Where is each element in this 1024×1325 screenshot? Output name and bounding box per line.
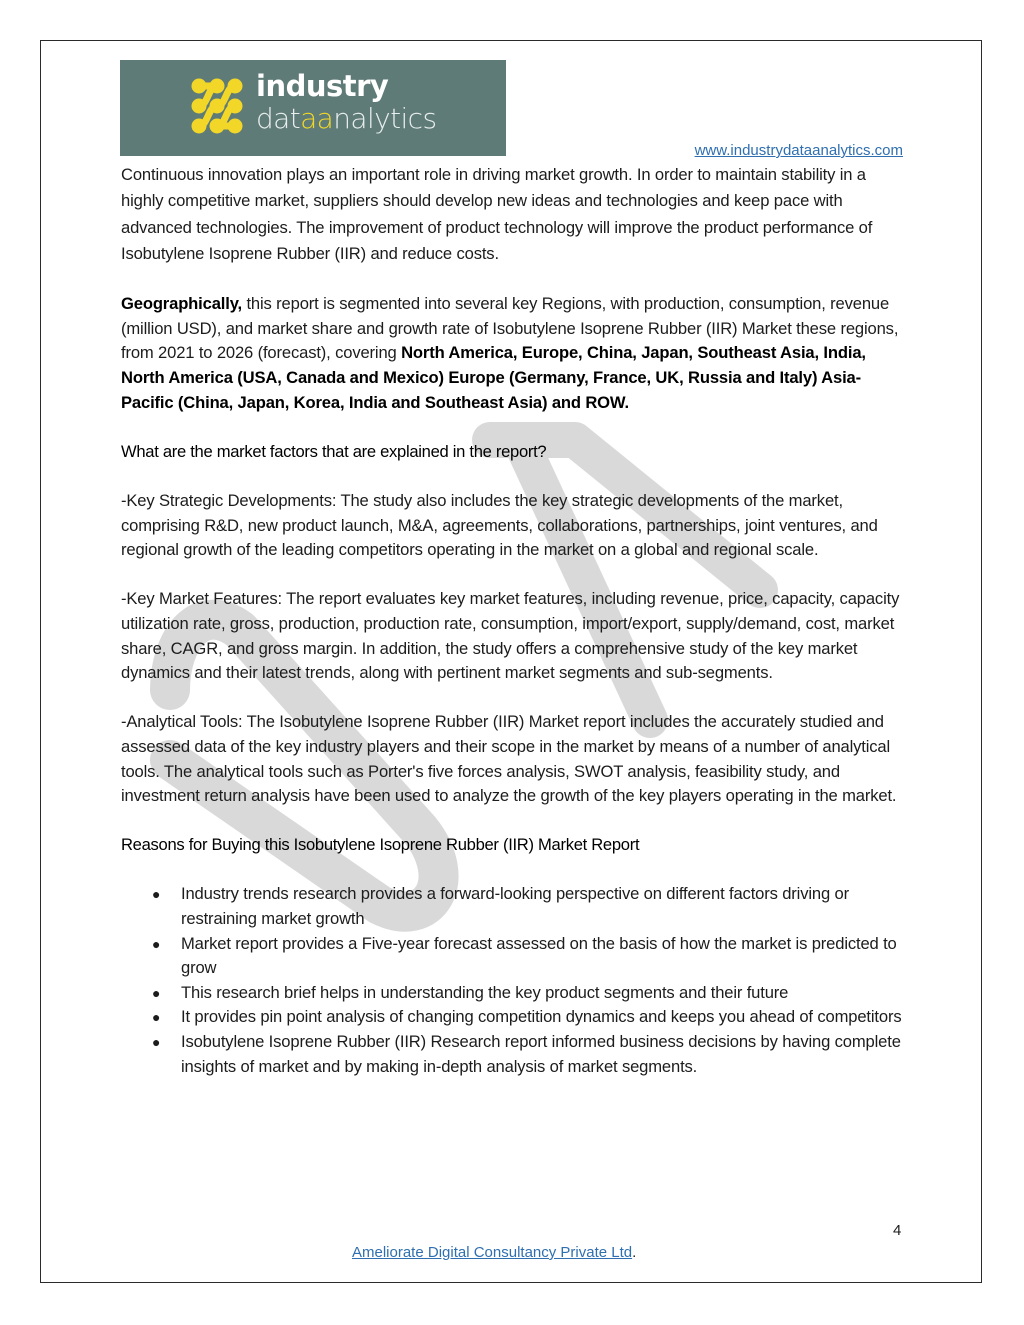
website-link[interactable]: www.industrydataanalytics.com [694, 142, 903, 159]
list-item [121, 1030, 911, 1079]
list-item-text: Isobutylene Isoprene Rubber (IIR) Research report informed business decisions by having complete insights of market and by making in-depth analysis of market segments. [181, 1032, 901, 1076]
market-factors-heading: What are the market factors that are explained in the report? [121, 441, 547, 461]
factor-strategic-developments: -Key Strategic Developments: The study also includes the key strategic developments of the market, comprising R&D, new product launch, M&A, agreements, collaborations, partnerships, joint ventures, and regional growth of the leading competitors operating in the market on a global and regional scale. [121, 490, 878, 560]
list-item [121, 981, 911, 1006]
footer-suffix: . [632, 1244, 637, 1261]
factor-market-features: -Key Market Features: The report evaluates key market features, including revenue, price, capacity, capacity utilization rate, gross, production, production rate, consumption, import/export, supply/demand, cost, market share, CAGR, and gross margin. In addition, the study offers a comprehensive study of the key market dynamics and their latest trends, along with pertinent market segments and sub-segments. [121, 589, 900, 683]
logo-text-part: dat [256, 102, 301, 135]
intro-paragraph: Continuous innovation plays an important role in driving market growth. In order to maintain stability in a highly competitive market, suppliers should develop new ideas and technologies and keep pace with advanced technologies. The improvement of product technology will improve the product performance of Isobutylene Isoprene Rubber (IIR) and reduce costs. [121, 165, 873, 264]
logo-text-accent: aa [300, 102, 334, 135]
bullet-icon: ● [152, 1009, 161, 1026]
reasons-heading: Reasons for Buying this Isobutylene Isoprene Rubber (IIR) Market Report [121, 835, 640, 855]
company-logo [120, 60, 506, 156]
bullet-icon: ● [152, 935, 161, 952]
company-link[interactable]: Ameliorate Digital Consultancy Private Ltd [352, 1244, 633, 1261]
footer [352, 1244, 636, 1261]
geography-text: this report is segmented into several key Regions, with production, consumption, revenue (million USD), and market share and growth rate of Isobutylene Isoprene Rubber (IIR) Market these regions, from 2021 to 2026 (forecast), covering [121, 294, 899, 363]
list-item [121, 932, 911, 981]
logo-wordmark-industry: industry [256, 69, 389, 103]
geography-lead: Geographically, [121, 294, 243, 314]
list-item-text: This research brief helps in understanding the key product segments and their future [181, 982, 789, 1002]
list-item-text: Market report provides a Five-year forecast assessed on the basis of how the market is predicted to grow [181, 933, 897, 978]
bullet-icon: ● [152, 1034, 161, 1051]
list-item-text: Industry trends research provides a forward-looking perspective on different factors driving or restraining market growth [181, 884, 849, 929]
list-item [121, 1005, 911, 1030]
page-number: 4 [893, 1222, 902, 1239]
factor-analytical-tools: -Analytical Tools: The Isobutylene Isoprene Rubber (IIR) Market report includes the accurately studied and assessed data of the key industry players and their scope in the market by means of a number of analytical tools. The analytical tools such as Porter's five forces analysis, SWOT analysis, feasibility study, and investment return analysis have been used to analyze the growth of the key players operating in the market. [121, 712, 897, 806]
geography-regions: North America, Europe, China, Japan, Southeast Asia, India, North America (USA, Canada and Mexico) Europe (Germany, France, UK, Russia and Italy) Asia-Pacific (China, Japan, Korea, India and Southeast Asia) and ROW. [121, 343, 866, 412]
logo-dots-icon [120, 60, 256, 156]
list-item-text: It provides pin point analysis of changing competition dynamics and keeps you ahead of competitors [181, 1007, 902, 1027]
bullet-icon: ● [152, 984, 161, 1001]
geography-paragraph [121, 292, 911, 415]
list-item [121, 882, 911, 931]
reasons-list [121, 882, 911, 1079]
bullet-icon: ● [152, 886, 161, 903]
document-body [121, 162, 911, 1079]
logo-text-part: nalytics [333, 102, 437, 135]
logo-wordmark-dataanalytics [256, 102, 437, 135]
